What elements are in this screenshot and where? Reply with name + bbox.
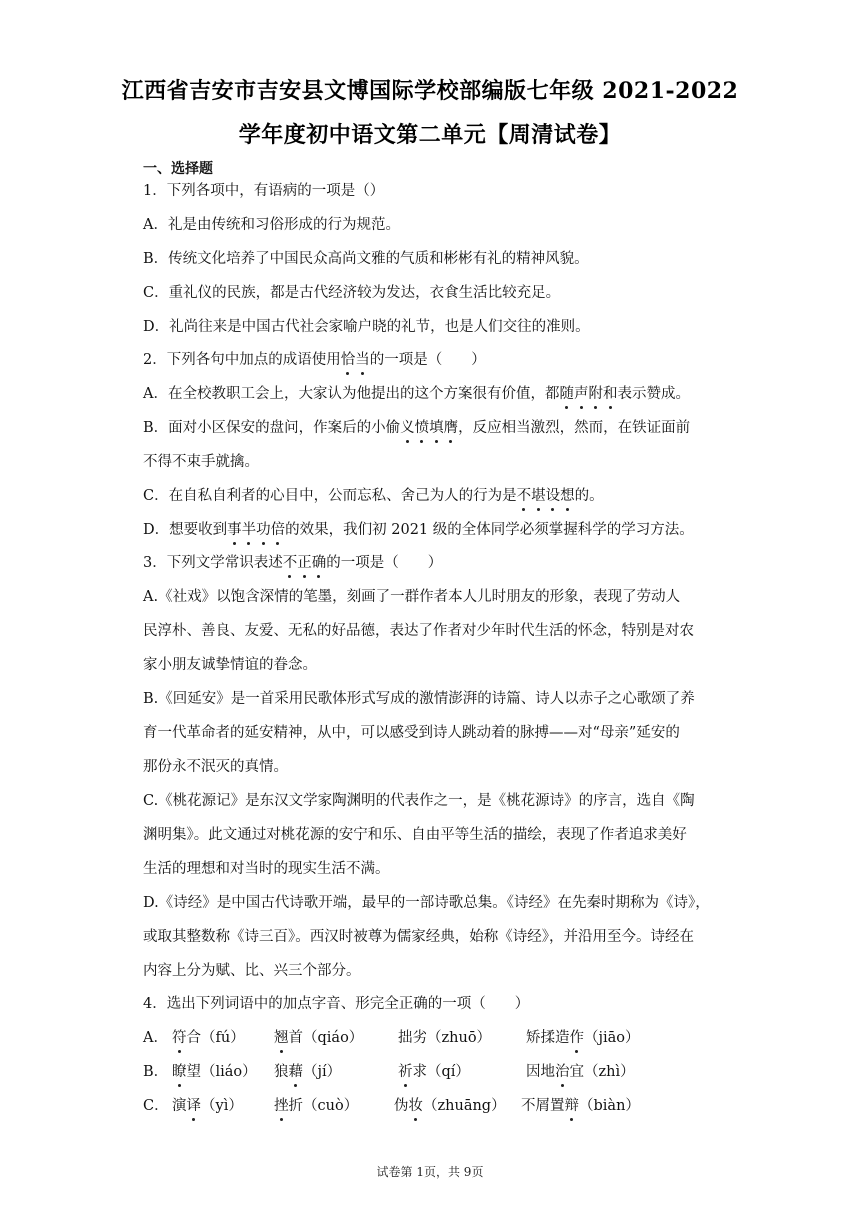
- q3-stem-dotted-char: 正: [297, 555, 312, 571]
- q2-b-pre: B．面对小区保安的盘问，作案后的小偷: [143, 420, 401, 436]
- q4-c-w1-dot: 译: [186, 1098, 201, 1114]
- q2-c-idiom-char: 设: [545, 488, 561, 504]
- q2-a-post: 表示赞成。: [617, 386, 690, 402]
- q2-d-idiom-char: 倍: [270, 522, 286, 538]
- q4-c-w3-dot: 妆: [408, 1098, 423, 1114]
- q2-stem: [143, 350, 723, 370]
- q4-c-word4: [521, 1096, 640, 1116]
- q2-stem-dotted-char: 恰: [340, 352, 356, 368]
- q2-c-pre: C．在自私自利者的心目中，公而忘私、舍己为人的行为是: [143, 488, 517, 504]
- q2-option-c: [143, 486, 723, 506]
- q4-c-word1: [172, 1096, 243, 1116]
- q1-option-b: B．传统文化培养了中国民众高尚文雅的气质和彬彬有礼的精神风貌。: [143, 251, 589, 267]
- q2-option-b-line2: 不得不束手就擒。: [143, 454, 259, 470]
- q4-b-label: B．: [143, 1064, 169, 1080]
- q4-c-w3-pre: 伪: [394, 1098, 409, 1114]
- q4-a-word2: [274, 1028, 363, 1048]
- q4-b-w4-dot: 治: [555, 1064, 570, 1080]
- q2-b-idiom-char: 愤: [414, 420, 430, 436]
- q3-option-b-line2: 育一代革命者的延安精神，从中，可以感受到诗人跳动着的脉搏——对“母亲”延安的: [143, 725, 680, 741]
- exam-title-line2: 学年度初中语文第二单元【周清试卷】: [238, 122, 622, 148]
- q2-b-idiom-char: 义: [400, 420, 415, 436]
- q2-b-idiom-char: 膺: [443, 420, 459, 436]
- q4-c-w1-pre: 演: [172, 1098, 187, 1114]
- q2-option-a: [143, 384, 723, 404]
- q2-stem-post: 的一项是（ ）: [369, 352, 486, 368]
- q2-d-idiom-char: 事: [227, 522, 242, 538]
- q3-option-c-line3: 生活的理想和对当时的现实生活不满。: [143, 861, 390, 877]
- q2-d-post: 的效果，我们初 2021 级的全体同学必须掌握科学的学习方法。: [285, 522, 694, 538]
- q4-b-word3: [398, 1062, 470, 1082]
- q2-stem-pre: 2．下列各句中加点的成语使用: [143, 352, 341, 368]
- q2-b-idiom: [400, 420, 458, 436]
- q3-option-c-line1: C.《桃花源记》是东汉文学家陶渊明的代表作之一，是《桃花源诗》的序言，选自《陶: [143, 793, 695, 809]
- q3-option-a-line2: 民淳朴、善良、友爱、无私的好品德，表达了作者对少年时代生活的怀念，特别是对农: [143, 623, 694, 639]
- q1-option-d: D．礼尚往来是中国古代社会家喻户晓的礼节，也是人们交往的准则。: [143, 319, 590, 335]
- exam-title-line1: 江西省吉安市吉安县文博国际学校部编版七年级 2021-2022: [121, 78, 739, 104]
- q4-a-w4-pre: 矫揉造: [526, 1030, 570, 1046]
- q2-c-idiom: [517, 488, 575, 504]
- q3-stem-pre: 3．下列文学常识表述: [143, 555, 283, 571]
- q4-a-w3-pre: 拙: [398, 1030, 413, 1046]
- q3-stem: [143, 553, 723, 573]
- q1-stem: 1．下列各项中，有语病的一项是（）: [143, 183, 385, 199]
- q4-a-label: A．: [143, 1030, 168, 1046]
- q2-a-idiom-char: 声: [573, 386, 589, 402]
- q2-d-idiom-char: 功: [256, 522, 271, 538]
- q3-option-a-line1: A.《社戏》以饱含深情的笔墨，刻画了一群作者本人儿时朋友的形象，表现了劳动人: [143, 589, 681, 605]
- q2-option-b-line1: [143, 418, 723, 438]
- q2-a-idiom-char: 和: [602, 386, 618, 402]
- q4-c-label: C．: [143, 1098, 169, 1114]
- q2-a-idiom-char: 附: [588, 386, 603, 402]
- q2-c-idiom-char: 堪: [531, 488, 546, 504]
- q4-stem: 4．选出下列词语中的加点字音、形完全正确的一项（ ）: [143, 996, 530, 1012]
- q4-b-w2-pre: 狼: [274, 1064, 289, 1080]
- q4-c-w4-dot: 辩: [564, 1098, 579, 1114]
- q3-stem-dotted-char: 不: [282, 555, 298, 571]
- q3-option-b-line3: 那份永不泯灭的真情。: [143, 759, 288, 775]
- q4-c-w4-pre: 不屑置: [521, 1098, 565, 1114]
- q4-c-w3-rest: （zhuāng）: [423, 1098, 506, 1114]
- q4-c-w1-rest: （yì）: [201, 1098, 243, 1114]
- q2-c-idiom-char: 想: [560, 488, 575, 504]
- q1-option-c: C．重礼仪的民族，都是古代经济较为发达，衣食生活比较充足。: [143, 285, 561, 301]
- q3-option-a-line3: 家小朋友诚挚情谊的眷念。: [143, 657, 317, 673]
- q3-option-c-line2: 渊明集》。此文通过对桃花源的安宁和乐、自由平等生活的描绘，表现了作者追求美好: [143, 827, 687, 843]
- q2-c-post: 的。: [574, 488, 604, 504]
- q4-c-w2-dot: 挫: [274, 1098, 289, 1114]
- q2-a-idiom-char: 随: [559, 386, 574, 402]
- q4-a-word3: [398, 1028, 491, 1048]
- q4-b-w2-rest: （jí）: [303, 1064, 342, 1080]
- q4-a-w3-rest: 劣（zhuō）: [412, 1030, 492, 1046]
- q2-option-d: [143, 520, 723, 540]
- q2-stem-dotted-char: 当: [355, 352, 370, 368]
- q4-a-word4: [526, 1028, 640, 1048]
- q2-d-idiom: [227, 522, 285, 538]
- q4-c-w2-rest: 折（cuò）: [288, 1098, 359, 1114]
- q2-a-idiom: [559, 386, 617, 402]
- q4-b-word2: [274, 1062, 341, 1082]
- q4-b-w3-rest: 求（qí）: [412, 1064, 470, 1080]
- q4-b-w1-dot: 瞭: [172, 1064, 187, 1080]
- q4-a-w2-rest: 首（qiáo）: [288, 1030, 364, 1046]
- q4-b-w4-pre: 因地: [526, 1064, 555, 1080]
- q3-stem-dotted-char: 确: [311, 555, 327, 571]
- q1-option-a: A．礼是由传统和习俗形成的行为规范。: [143, 217, 400, 233]
- q4-c-word2: [274, 1096, 358, 1116]
- q4-b-word1: [172, 1062, 257, 1082]
- q2-b-idiom-char: 填: [429, 420, 444, 436]
- q3-option-b-line1: B.《回延安》是一首采用民歌体形式写成的激情澎湃的诗篇、诗人以赤子之心歌颂了养: [143, 691, 695, 707]
- q4-b-w4-rest: 宜（zhì）: [569, 1064, 635, 1080]
- q2-b-post: ，反应相当激烈，然而，在铁证面前: [458, 420, 691, 436]
- q4-a-w1-dot: 符: [172, 1030, 187, 1046]
- q3-stem-dotted: [283, 555, 327, 571]
- q4-c-w4-rest: （biàn）: [579, 1098, 640, 1114]
- q3-option-d-line2: 或取其整数称《诗三百》。西汉时被尊为儒家经典，始称《诗经》，并沿用至今。诗经在: [143, 929, 694, 945]
- q4-b-w1-rest: 望（liáo）: [186, 1064, 257, 1080]
- q4-c-word3: [394, 1096, 506, 1116]
- q2-c-idiom-char: 不: [516, 488, 532, 504]
- q4-b-word4: [526, 1062, 635, 1082]
- q4-a-w4-rest: （jiāo）: [584, 1030, 640, 1046]
- page-footer: 试卷第 1页，共 9页: [376, 1165, 484, 1179]
- section-heading: 一、选择题: [143, 161, 213, 177]
- q4-a-w2-dot: 翘: [274, 1030, 289, 1046]
- q3-option-d-line3: 内容上分为赋、比、兴三个部分。: [143, 963, 361, 979]
- q4-a-w1-rest: 合（fú）: [186, 1030, 245, 1046]
- q4-a-w4-dot: 作: [569, 1030, 584, 1046]
- q3-stem-post: 的一项是（ ）: [326, 555, 443, 571]
- q4-a-word1: [172, 1028, 245, 1048]
- q3-option-d-line1: D.《诗经》是中国古代诗歌开端，最早的一部诗歌总集。《诗经》在先秦时期称为《诗》，: [143, 895, 710, 911]
- q4-b-w3-dot: 祈: [398, 1064, 413, 1080]
- q2-a-pre: A．在全校教职工会上，大家认为他提出的这个方案很有价值，都: [143, 386, 560, 402]
- q2-d-idiom-char: 半: [241, 522, 257, 538]
- q4-b-w2-dot: 藉: [288, 1064, 303, 1080]
- q2-d-pre: D．想要收到: [143, 522, 228, 538]
- q2-stem-dotted: [341, 352, 370, 368]
